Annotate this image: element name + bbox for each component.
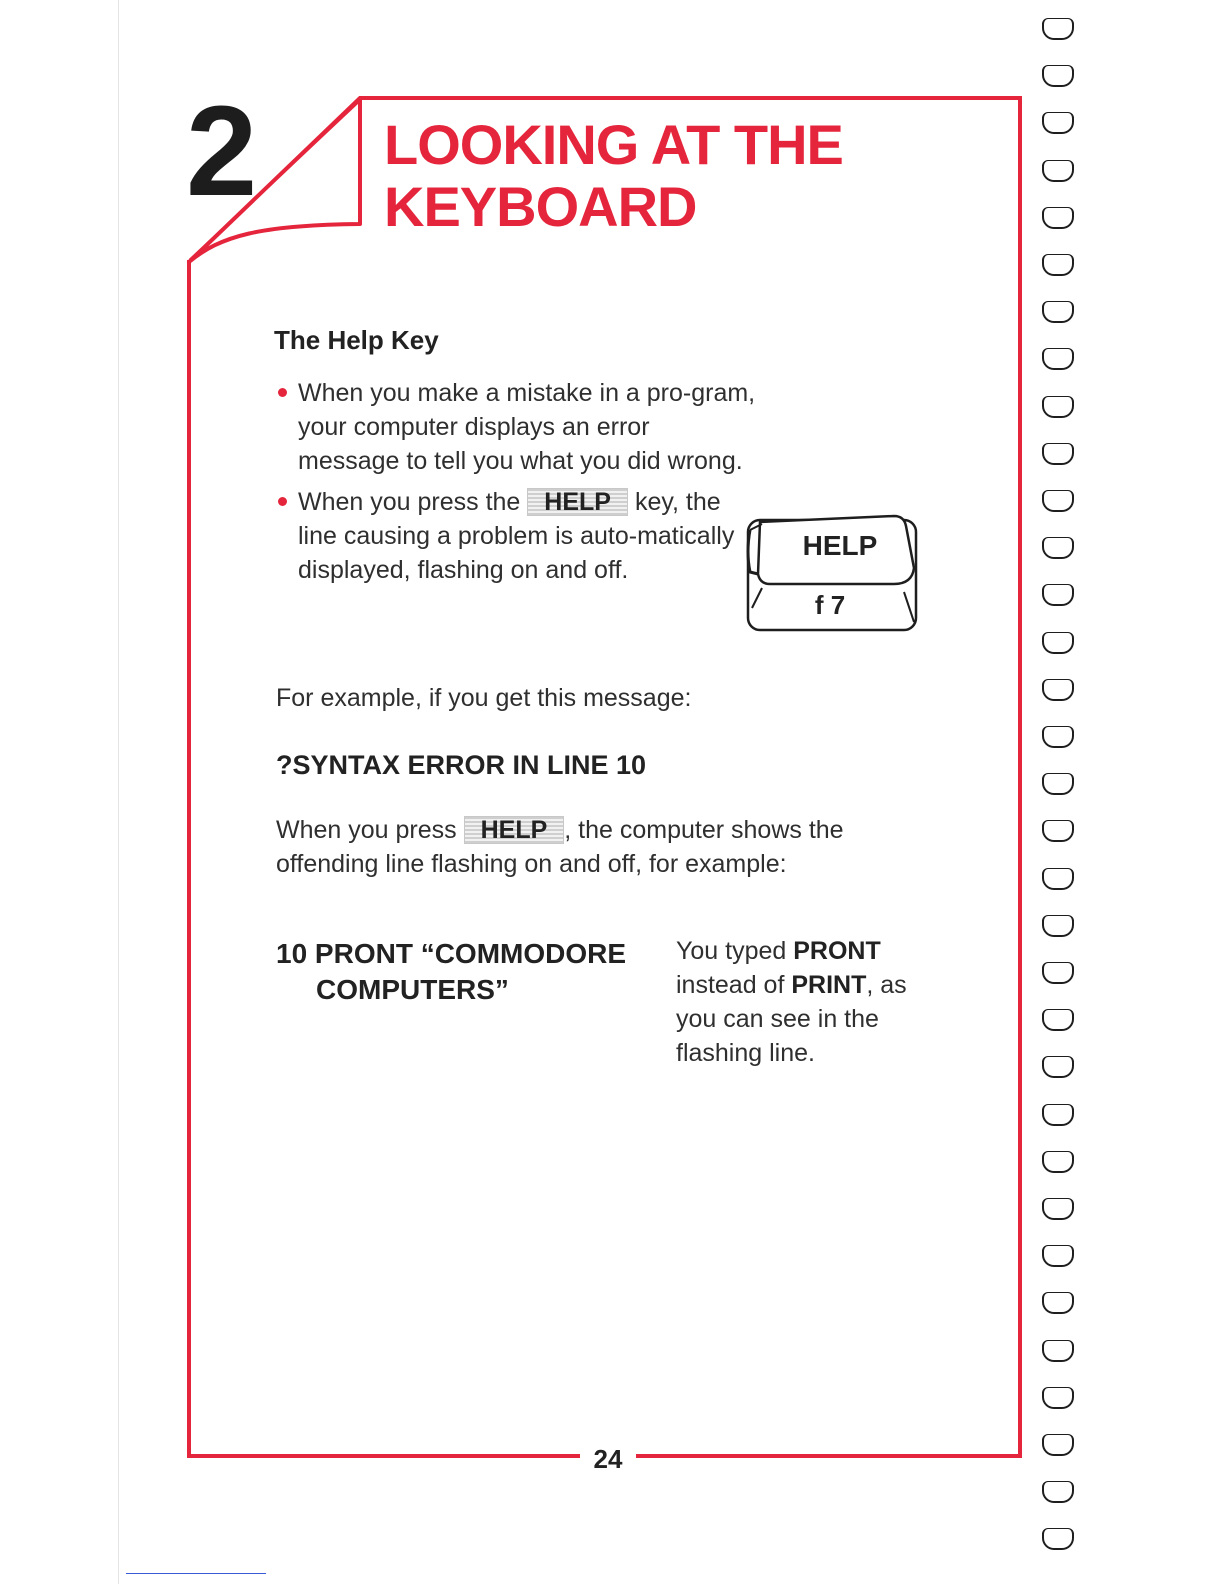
bullet-list (276, 376, 756, 594)
chapter-title-line1: LOOKING AT THE (384, 113, 843, 176)
example-intro: For example, if you get this message: (276, 684, 692, 712)
keycap-bottom-label: f 7 (814, 590, 846, 620)
chapter-title (384, 114, 843, 238)
explanation-part2: instead of (676, 971, 785, 999)
bullet-item-help-key (276, 485, 756, 587)
help-key-inline: HELP (527, 488, 628, 516)
explanation-bold-pront: PRONT (793, 937, 881, 965)
help-keycap-illustration (744, 512, 920, 636)
bullet-dot-icon (278, 388, 287, 397)
help-paragraph (276, 813, 936, 881)
code-line-2: COMPUTERS” (316, 974, 509, 1005)
explanation-bold-print: PRINT (791, 971, 867, 999)
bullet-item-mistake (276, 376, 756, 478)
help-paragraph-before: When you press (276, 816, 457, 844)
page-number: 24 (580, 1443, 636, 1475)
error-message: ?SYNTAX ERROR IN LINE 10 (276, 750, 647, 780)
section-heading: The Help Key (274, 325, 439, 355)
help-paragraph-after: , the computer shows the offending line flashing on and off, for example: (276, 816, 844, 878)
help-key-inline: HELP (464, 816, 565, 844)
code-example (276, 936, 656, 1008)
bullet-text-after: key, the line causing a problem is auto-matically displayed, flashing on and off. (298, 488, 735, 584)
bullet-text-before: When you press the (298, 488, 521, 516)
chapter-number: 2 (186, 80, 254, 223)
code-line-1: 10 PRONT “COMMODORE (276, 938, 627, 969)
explanation-part3: , as you can see in the flashing line. (676, 971, 907, 1067)
bullet-dot-icon (278, 497, 287, 506)
explanation-part1: You typed (676, 937, 787, 965)
chapter-title-line2: KEYBOARD (384, 175, 697, 238)
explanation-text (676, 934, 936, 1070)
keycap-top-label: HELP (802, 530, 878, 561)
bullet-text: When you make a mistake in a pro-gram, your computer displays an error message to tell you what you did wrong. (298, 379, 756, 475)
